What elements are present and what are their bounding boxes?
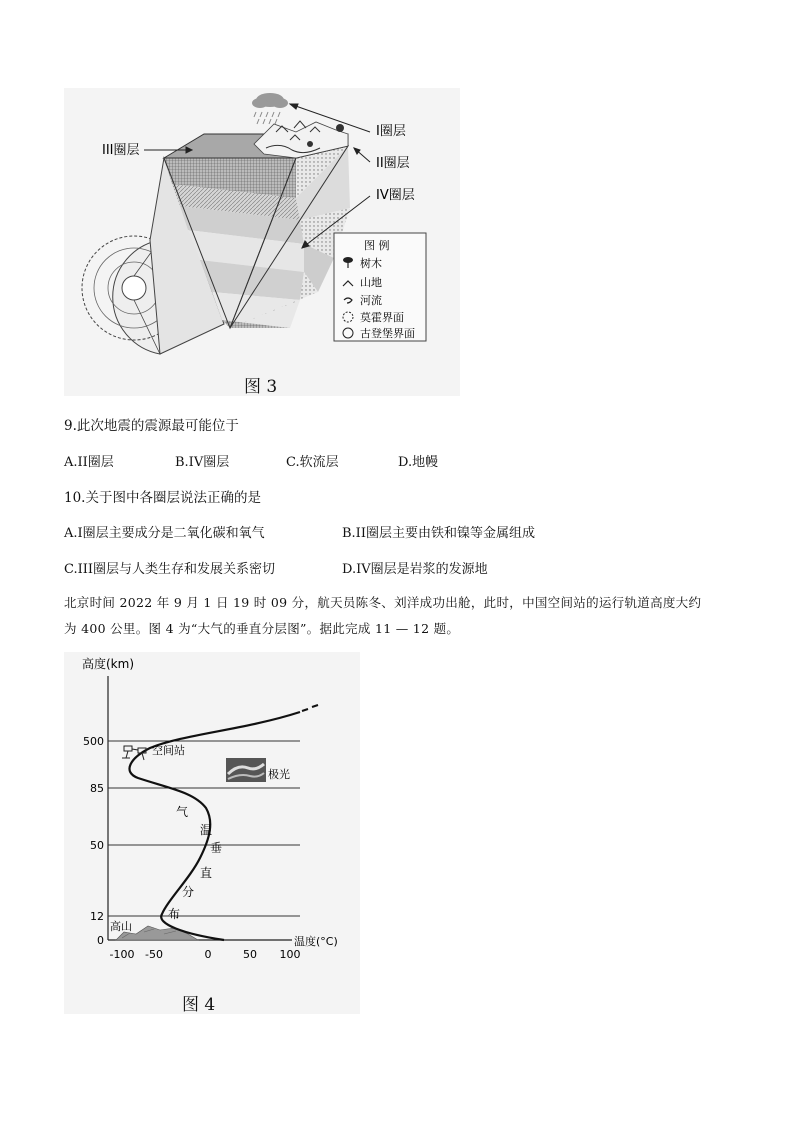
figure3-legend xyxy=(334,233,426,341)
y-tick-0: 0 xyxy=(97,934,104,947)
curve-char-4: 直 xyxy=(200,866,213,880)
x-tick-50: 50 xyxy=(243,948,257,961)
q10-option-b: B.II圈层主要由铁和镍等金属组成 xyxy=(342,526,535,541)
question-10-stem: 10.关于图中各圈层说法正确的是 xyxy=(64,490,261,506)
intro-line-2: 为 400 公里。图 4 为“大气的垂直分层图”。据此完成 11 — 12 题。 xyxy=(64,621,460,636)
intro-line-1: 北京时间 2022 年 9 月 1 日 19 时 09 分，航天员陈冬、刘洋成功出舱，此时，中国空间站的运行轨道高度大约 xyxy=(64,595,702,610)
layer1-label: I圈层 xyxy=(376,124,406,139)
y-tick-12: 12 xyxy=(90,910,104,923)
curve-char-1: 气 xyxy=(176,805,189,819)
layer3-label: III圈层 xyxy=(102,143,140,158)
legend-gutenberg: 古登堡界面 xyxy=(360,327,415,340)
layer4-label: IV圈层 xyxy=(376,188,415,203)
legend-mountain: 山地 xyxy=(360,276,382,289)
rain-cloud-icon xyxy=(252,93,288,124)
question-9-stem: 9.此次地震的震源最可能位于 xyxy=(64,418,239,434)
aurora-image xyxy=(226,758,266,782)
q10-option-a: A.I圈层主要成分是二氧化碳和氧气 xyxy=(64,526,265,541)
curve-char-3: 垂 xyxy=(210,841,223,855)
figure-3 xyxy=(64,88,460,396)
q9-option-d: D.地幔 xyxy=(398,455,439,470)
atmosphere-layers-diagram xyxy=(64,652,360,1014)
q9-option-a: A.II圈层 xyxy=(64,455,114,470)
q10-option-c: C.III圈层与人类生存和发展关系密切 xyxy=(64,562,276,577)
aurora-label: 极光 xyxy=(268,768,290,781)
curve-char-5: 分 xyxy=(182,885,195,899)
legend-moho: 莫霍界面 xyxy=(360,311,404,324)
legend-tree: 树木 xyxy=(360,257,382,270)
y-axis-label: 高度(km) xyxy=(82,657,135,671)
layer2-label: II圈层 xyxy=(376,156,410,171)
curve-dash-extension xyxy=(302,705,318,711)
x-axis-label: 温度(°C) xyxy=(294,935,338,948)
q10-option-d: D.IV圈层是岩浆的发源地 xyxy=(342,562,488,577)
earth-spheres-diagram xyxy=(64,88,460,396)
q9-option-b: B.IV圈层 xyxy=(175,455,230,470)
figure-4 xyxy=(64,652,360,1014)
curve-char-2: 温 xyxy=(200,823,213,837)
curve-char-6: 布 xyxy=(168,907,181,921)
x-tick-minus-100: -100 xyxy=(109,948,135,961)
mountain-label: 高山 xyxy=(110,920,132,933)
legend-title: 图 例 xyxy=(364,239,390,252)
x-tick-minus-50: -50 xyxy=(145,948,163,961)
y-tick-500: 500 xyxy=(83,735,104,748)
y-tick-50: 50 xyxy=(90,839,104,852)
space-station-label: 空间站 xyxy=(152,744,185,757)
wedge-top-surface xyxy=(164,121,348,158)
figure4-caption: 图 4 xyxy=(182,995,216,1015)
y-tick-85: 85 xyxy=(90,782,104,795)
q9-option-c: C.软流层 xyxy=(286,455,339,470)
legend-river: 河流 xyxy=(360,294,382,307)
figure3-caption: 图 3 xyxy=(244,377,278,397)
x-tick-0: 0 xyxy=(204,948,212,961)
x-tick-100: 100 xyxy=(279,948,301,961)
